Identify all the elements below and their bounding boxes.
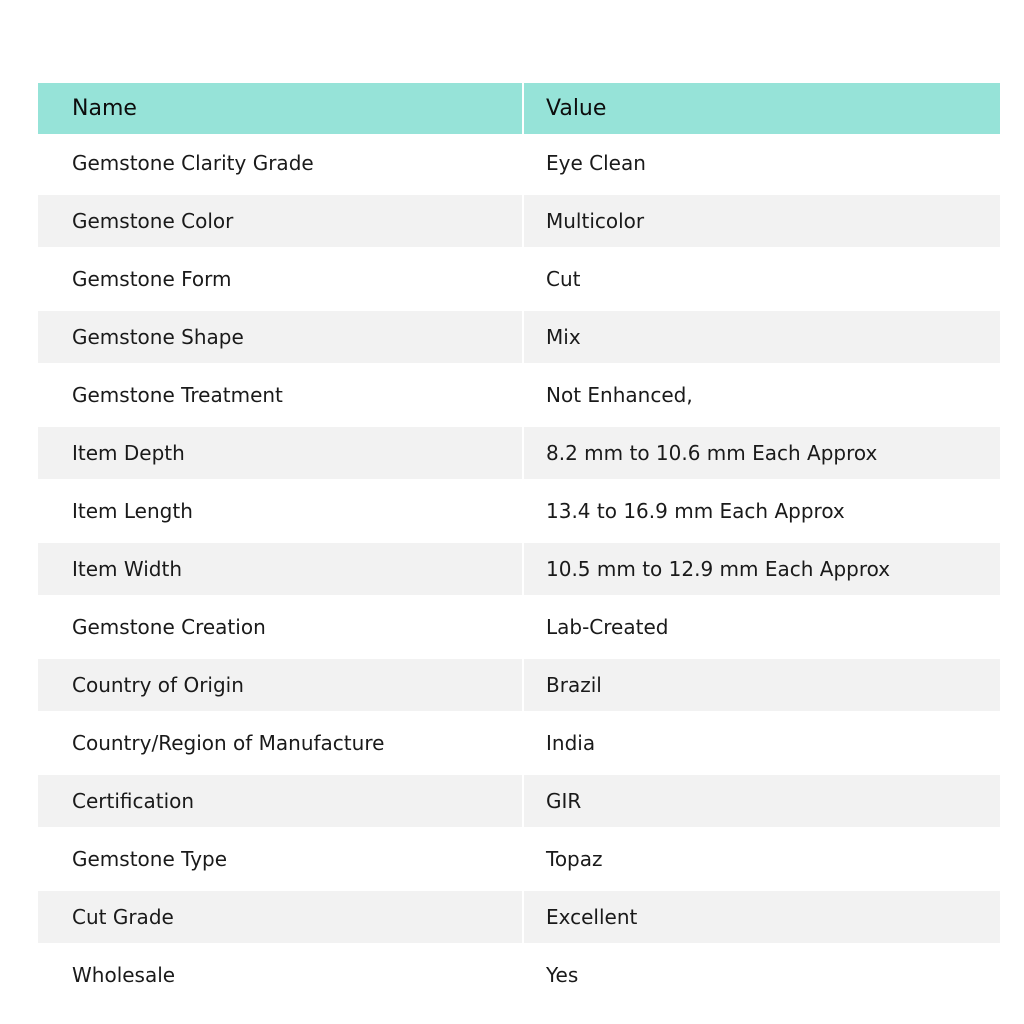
column-header-name: Name xyxy=(38,83,523,134)
table-row xyxy=(38,597,1000,658)
attribute-value: 13.4 to 16.9 mm Each Approx xyxy=(523,481,1000,542)
header-row xyxy=(38,83,1000,134)
specifications-table xyxy=(38,83,1000,1004)
table-row xyxy=(38,542,1000,597)
attribute-name: Country/Region of Manufacture xyxy=(72,731,385,755)
attribute-value: 10.5 mm to 12.9 mm Each Approx xyxy=(523,542,1000,597)
table-row xyxy=(38,658,1000,713)
table-row xyxy=(38,774,1000,829)
attribute-name: Country of Origin xyxy=(38,658,523,713)
attribute-name: Item Length xyxy=(72,499,193,523)
table-row xyxy=(38,194,1000,249)
attribute-value: 8.2 mm to 10.6 mm Each Approx xyxy=(523,426,1000,481)
attribute-name: Gemstone Clarity Grade xyxy=(72,151,314,175)
attribute-name: Gemstone Shape xyxy=(38,310,523,365)
table-row xyxy=(38,365,1000,426)
attribute-name: Item Width xyxy=(38,542,523,597)
table-row xyxy=(38,890,1000,945)
attribute-name: Gemstone Color xyxy=(38,194,523,249)
attribute-value: GIR xyxy=(523,774,1000,829)
attribute-value: Yes xyxy=(523,945,1000,1005)
table-header xyxy=(38,83,1000,134)
attribute-value: Mix xyxy=(523,310,1000,365)
table-row xyxy=(38,249,1000,310)
attribute-value: Multicolor xyxy=(523,194,1000,249)
attribute-name: Gemstone Form xyxy=(72,267,232,291)
attribute-name: Item Depth xyxy=(38,426,523,481)
attribute-name: Gemstone Type xyxy=(72,847,228,871)
column-header-value: Value xyxy=(523,83,1000,134)
table-body xyxy=(38,134,1000,1004)
attribute-value: Eye Clean xyxy=(523,134,1000,194)
attribute-value: India xyxy=(523,713,1000,774)
attribute-name: Cut Grade xyxy=(38,890,523,945)
table-row xyxy=(38,829,1000,890)
table-row xyxy=(38,426,1000,481)
table-row xyxy=(38,134,1000,194)
attribute-value: Brazil xyxy=(523,658,1000,713)
table-row xyxy=(38,310,1000,365)
table-row xyxy=(38,713,1000,774)
attribute-name: Gemstone Creation xyxy=(72,615,266,639)
attribute-name: Wholesale xyxy=(72,963,176,987)
attribute-value: Excellent xyxy=(523,890,1000,945)
attribute-name: Certification xyxy=(38,774,523,829)
attribute-name: Gemstone Treatment xyxy=(72,383,283,407)
attribute-value: Cut xyxy=(523,249,1000,310)
attribute-value: Topaz xyxy=(523,829,1000,890)
table-row xyxy=(38,945,1000,1005)
attribute-value: Lab-Created xyxy=(523,597,1000,658)
attribute-value: Not Enhanced, xyxy=(523,365,1000,426)
table-row xyxy=(38,481,1000,542)
